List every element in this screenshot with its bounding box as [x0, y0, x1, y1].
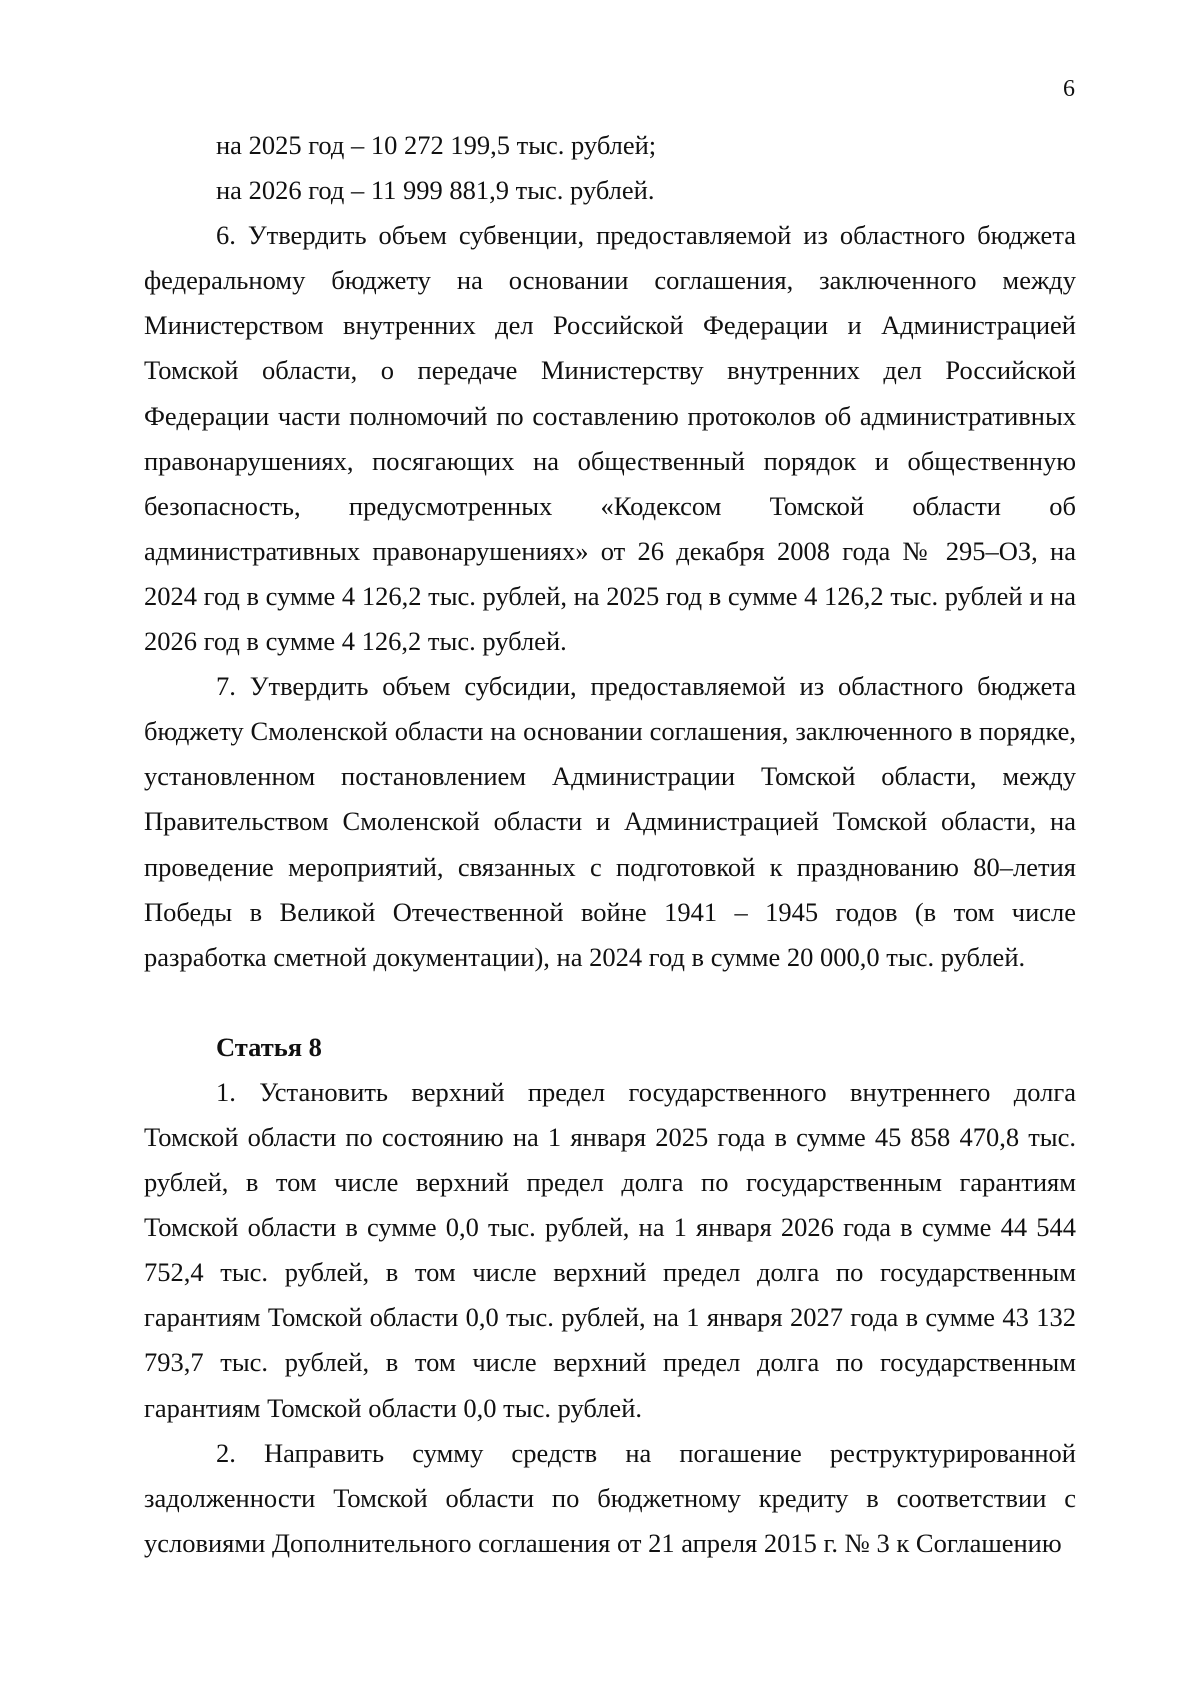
document-body — [144, 123, 1076, 1566]
paragraph-item-7: 7. Утвердить объем субсидии, предоставляемой из областного бюджета бюджету Смоленской области на основании соглашения, заключенного в порядке, установленном постановлением Администрации Томской области, между Правительством Смоленской области и Администрацией Томской области, на проведение мероприятий, связанных с подготовкой к празднованию 80–летия Победы в Великой Отечественной войне 1941 – 1945 годов (в том числе разработка сметной документации), на 2024 год в сумме 20 000,0 тыс. рублей. — [144, 671, 1076, 972]
paragraph-budget-2025: на 2025 год – 10 272 199,5 тыс. рублей; — [216, 130, 657, 160]
page-number: 6 — [1063, 76, 1075, 102]
paragraph-budget-2026: на 2026 год – 11 999 881,9 тыс. рублей. — [216, 175, 655, 206]
paragraph-item-6: 6. Утвердить объем субвенции, предоставляемой из областного бюджета федеральному бюджету на основании соглашения, заключенного между Министерством внутренних дел Российской Федерации и Администрацией Томской области, о передаче Министерству внутренних дел Российской Федерации части полномочий по составлению протоколов об административных правонарушениях, посягающих на общественный порядок и общественную безопасность, предусмотренных «Кодексом Томской области об административных правонарушениях» от 26 декабря 2008 года № 295–ОЗ, на 2024 год в сумме 4 126,2 тыс. рублей, на 2025 год в сумме 4 126,2 тыс. рублей и на 2026 год в сумме 4 126,2 тыс. рублей. — [144, 220, 1076, 657]
article-heading: Статья 8 — [216, 1031, 322, 1062]
paragraph-article-8-item-1: 1. Установить верхний предел государственного внутреннего долга Томской области по состоянию на 1 января 2025 года в сумме 45 858 470,8 тыс. рублей, в том числе верхний предел долга по государственным гарантиям Томской области в сумме 0,0 тыс. рублей, на 1 января 2026 года в сумме 44 544 752,4 тыс. рублей, в том числе верхний предел долга по государственным гарантиям Томской области 0,0 тыс. рублей, на 1 января 2027 года в сумме 43 132 793,7 тыс. рублей, в том числе верхний предел долга по государственным гарантиям Томской области 0,0 тыс. рублей. — [144, 1076, 1076, 1423]
paragraph-article-8-item-2: 2. Направить сумму средств на погашение реструктурированной задолженности Томской области по бюджетному кредиту в соответствии с условиями Дополнительного соглашения от 21 апреля 2015 г. № 3 к Соглашению — [144, 1437, 1076, 1558]
